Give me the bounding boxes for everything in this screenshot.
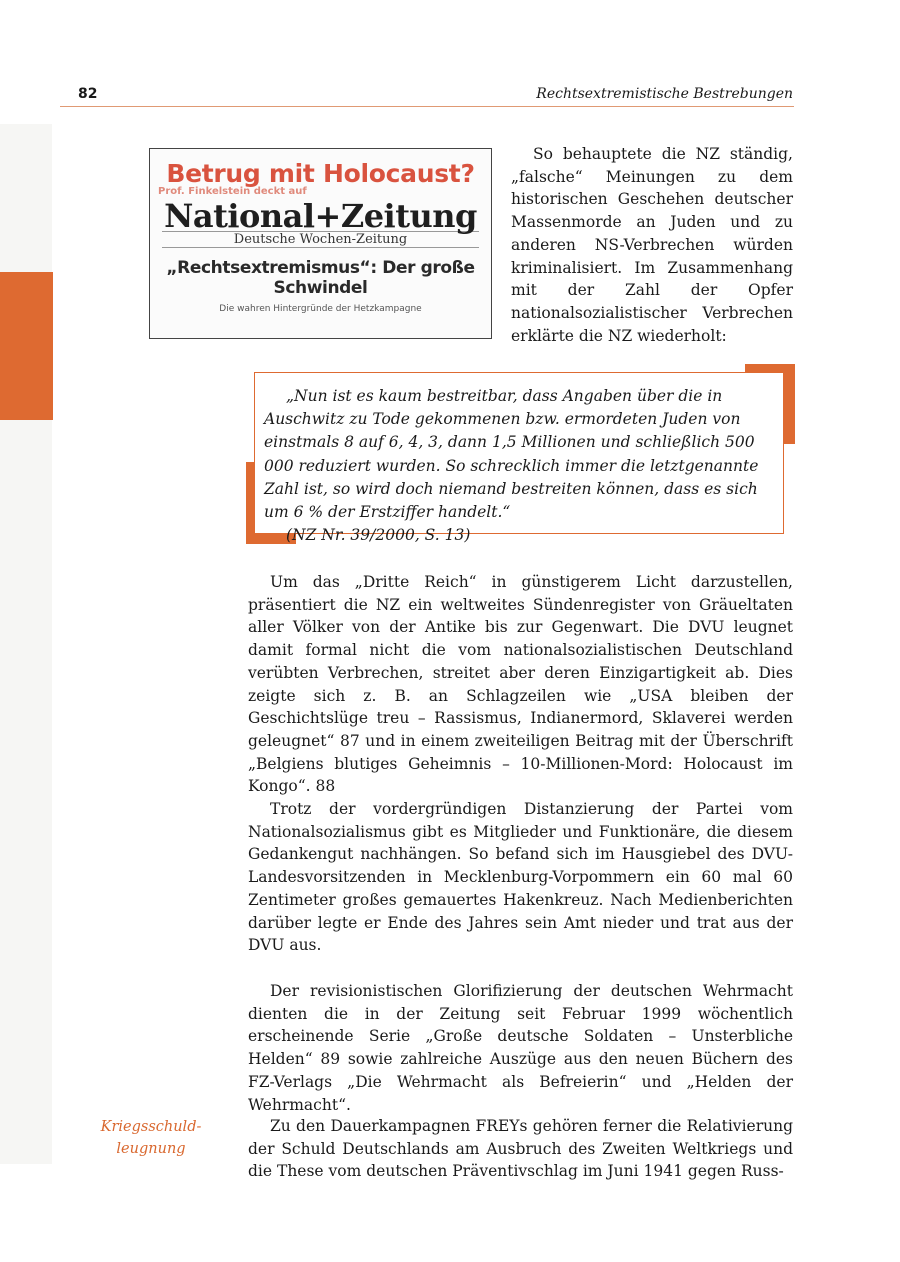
clipping-headline-top: Betrug mit Holocaust? (166, 159, 475, 188)
body-paragraph-text: Zu den Dauerkampagnen FREYs gehören ferner die Relativierung der Schuld Deutschlands am Ausbruch des Zweiten Weltkriegs und die These vom deutschen Präventivschlag im Juni 1941 gegen Russ- (248, 1117, 793, 1181)
body-paragraph-3 (248, 980, 793, 1116)
page-number: 82 (78, 86, 98, 102)
newspaper-clipping-image (149, 148, 492, 339)
intro-paragraph-text: So behauptete die NZ ständig, „falsche“ Meinungen zu dem historischen Geschehen deutscher Massenmorde an Juden und zu anderen NS-Verbrechen würden kriminalisiert. Im Zusammenhang mit der Zahl der Opfer nationalsozialistischer Verbrechen erklärte die NZ wiederholt: (511, 145, 793, 345)
intro-paragraph (511, 143, 793, 347)
body-paragraph-text: Trotz der vordergründigen Distanzierung der Partei vom Nationalsozialismus gibt es Mitglieder und Funktionäre, die diesem Gedankengut nachhängen. So befand sich im Hausgiebel des DVU-Landesvorsitzenden in Mecklenburg-Vorpommern ein 60 mal 60 Zentimeter großes gemauertes Hakenkreuz. Nach Medienberichten darüber legte er Ende des Jahres sein Amt nieder und trat aus der DVU aus. (248, 800, 793, 955)
body-paragraph-text: Der revisionistischen Glorifizierung der deutschen Wehrmacht dienten die in der Zeitung seit Februar 1999 wöchentlich erscheinende Serie „Große deutsche Soldaten – Unsterbliche Helden“ 89 sowie zahlreiche Auszüge aus den neuen Büchern des FZ-Verlags „Die Wehrmacht als Befreierin“ und „Helden der Wehrmacht“. (248, 982, 793, 1114)
clipping-subline: Prof. Finkelstein deckt auf (158, 186, 307, 197)
margin-note: Kriegsschuld-leugnung (100, 1119, 202, 1157)
header-rule (60, 106, 794, 107)
quote-text: „Nun ist es kaum bestreitbar, dass Angaben über die in Auschwitz zu Tode gekommenen bzw. ermordeten Juden von einstmals 8 auf 6, 4, 3, dann 1,5 Millionen und schließlich 500 000 reduziert wurden. So schrecklich immer die letztgenannte Zahl ist, so wird doch niemand bestreiten können, dass es sich um 6 % der Erstziffer handelt.“ (264, 387, 759, 522)
quote-box (254, 372, 784, 545)
body-paragraph-text: Um das „Dritte Reich“ in günstigerem Licht darzustellen, präsentiert die NZ ein weltweites Sündenregister von Gräueltaten aller Völker von der Antike bis zur Gegenwart. Die DVU leugnet damit formal nicht die vom nationalsozialistischen Deutschland verübten Verbrechen, streitet aber deren Einzigartigkeit ab. Dies zeigte sich z. B. an Schlagzeilen wie „USA bleiben der Geschichtslüge treu – Rassismus, Indianermord, Sklaverei werden geleugnet“ 87 und in einem zweiteiligen Beitrag mit der Überschrift „Belgiens blutiges Geheimnis – 10-Millionen-Mord: Holocaust im Kongo“. 88 (248, 573, 793, 796)
chapter-tab-marker (0, 272, 53, 420)
clipping-footer: Die wahren Hintergründe der Hetzkampagne (219, 304, 422, 314)
quote-source: (NZ Nr. 39/2000, S. 13) (286, 526, 471, 545)
body-paragraph-1 (248, 571, 793, 798)
body-paragraph-4 (248, 1115, 793, 1183)
running-head: Rechtsextremistische Bestrebungen (536, 86, 793, 102)
body-paragraph-2 (248, 798, 793, 957)
clipping-masthead: National+Zeitung (164, 197, 477, 235)
clipping-tagline: Deutsche Wochen-Zeitung (162, 231, 479, 248)
clipping-headline-bottom: „Rechtsextremismus“: Der große Schwindel (166, 258, 475, 298)
